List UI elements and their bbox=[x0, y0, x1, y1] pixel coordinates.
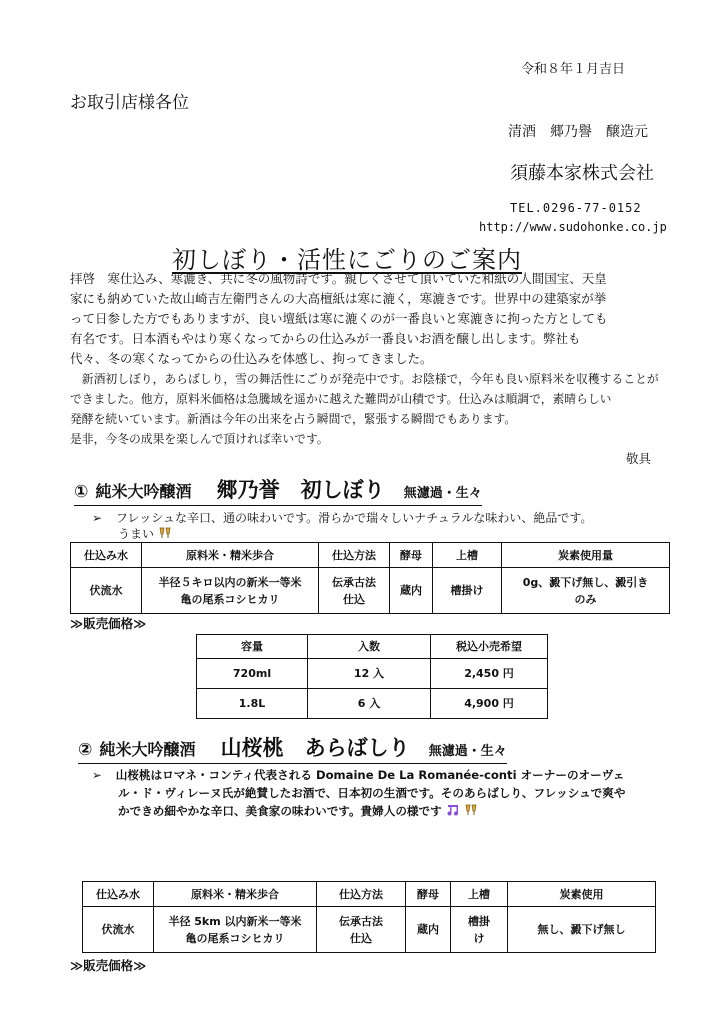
page-title: 初しぼり・活性にごりのご案内 bbox=[172, 246, 522, 274]
toast-icon bbox=[158, 526, 172, 540]
table-cell: 半径５キロ以内の新米一等米 亀の尾系コシヒカリ bbox=[142, 568, 319, 614]
letter-line: 有名です。日本酒もやはり寒くなってからの仕込みが一番良いお酒を醸し出します。弊社も bbox=[70, 331, 581, 346]
table-cell: 伏流水 bbox=[83, 907, 154, 953]
table-row bbox=[71, 568, 670, 614]
product2-heading bbox=[78, 732, 507, 764]
product1-desc-line: フレッシュな辛口、通の味わいです。滑らかで瑞々しいナチュラルな味わい、絶品です。 bbox=[115, 511, 593, 525]
product2-description bbox=[92, 766, 625, 820]
table-header-cell: 上槽 bbox=[433, 543, 502, 568]
letter-line: 代々、冬の寒くなってからの仕込みを体感し、拘ってきました。 bbox=[70, 351, 433, 366]
table-header-row bbox=[71, 543, 670, 568]
table-cell: 0g、澱下げ無し、澱引き のみ bbox=[502, 568, 670, 614]
product1-spec-table bbox=[70, 542, 670, 614]
table-cell: 2,450 円 bbox=[431, 659, 548, 689]
product2-number: ② bbox=[78, 740, 93, 760]
letter-line: 発酵を続いています。新酒は今年の出来を占う瞬間で，緊張する瞬間でもあります。 bbox=[70, 412, 517, 426]
product1-category: 純米大吟醸酒 bbox=[95, 482, 192, 501]
letter-line: できました。他方，原料米価格は急騰域を遥かに越えた難問が山積です。仕込みは順調で，素晴らしい bbox=[70, 392, 612, 406]
table-header-cell: 仕込み水 bbox=[71, 543, 142, 568]
table-cell: 槽掛 け bbox=[451, 907, 508, 953]
letter-line: 是非，今冬の成果を楽しんで頂ければ幸いです。 bbox=[70, 432, 329, 446]
product1-description bbox=[92, 510, 592, 542]
product2-desc-line: ル・ド・ヴィレーヌ氏が絶賛したお酒で、日本初の生酒です。そのあらばしり、フレッシュで爽や bbox=[118, 786, 626, 800]
table-header-cell: 容量 bbox=[197, 635, 308, 659]
bullet-icon: ➢ bbox=[92, 511, 103, 525]
table-header-cell: 酵母 bbox=[390, 543, 433, 568]
table-cell: 伝承古法 仕込 bbox=[319, 568, 390, 614]
product1-price-label: ≫販売価格≫ bbox=[70, 616, 147, 631]
table-header-cell: 仕込方法 bbox=[319, 543, 390, 568]
letter-body bbox=[70, 269, 670, 449]
table-cell: 蔵内 bbox=[390, 568, 433, 614]
table-cell: 6 入 bbox=[308, 689, 431, 719]
table-cell: 伏流水 bbox=[71, 568, 142, 614]
table-cell: 720ml bbox=[197, 659, 308, 689]
document-date: 令和８年１月吉日 bbox=[521, 62, 626, 77]
table-header-row bbox=[83, 882, 656, 907]
table-cell: 槽掛け bbox=[433, 568, 502, 614]
table-header-cell: 酵母 bbox=[406, 882, 451, 907]
music-notes-icon bbox=[446, 803, 460, 817]
product2-tags: 無濾過・生々 bbox=[428, 744, 507, 759]
table-header-cell: 炭素使用 bbox=[508, 882, 656, 907]
product2-name: 山桜桃 あらばしり bbox=[220, 736, 410, 760]
table-cell: 12 入 bbox=[308, 659, 431, 689]
letter-line: 家にも納めていた故山崎吉左衛門さんの大高檀紙は寒に漉く，寒漉きです。世界中の建築家が挙 bbox=[70, 291, 607, 306]
product2-spec-table bbox=[82, 881, 656, 953]
toast-icon bbox=[464, 803, 478, 817]
letter-closing: 敬具 bbox=[626, 451, 652, 466]
table-cell: 4,900 円 bbox=[431, 689, 548, 719]
product1-desc-line: うまい bbox=[118, 527, 155, 541]
product2-desc-line: かできめ細やかな辛口、美食家の味わいです。貴婦人の様です bbox=[118, 804, 442, 818]
product1-number: ① bbox=[74, 482, 89, 502]
letter-line: って日参した方でもありますが、良い壇紙は寒に漉くのが一番良いと寒漉きに拘った方としても bbox=[70, 311, 608, 326]
table-header-cell: 仕込方法 bbox=[317, 882, 406, 907]
table-header-row bbox=[197, 635, 548, 659]
brewery-label: 清酒 郷乃譽 醸造元 bbox=[508, 124, 648, 140]
product2-category: 純米大吟醸酒 bbox=[99, 740, 196, 759]
table-cell: 無し、澱下げ無し bbox=[508, 907, 656, 953]
product2-desc-line: 山桜桃はロマネ・コンティ代表される Domaine De La Romanée-conti オーナーのオーヴェ bbox=[115, 768, 625, 782]
company-name: 須藤本家株式会社 bbox=[510, 163, 654, 184]
table-header-cell: 上槽 bbox=[451, 882, 508, 907]
table-header-cell: 仕込み水 bbox=[83, 882, 154, 907]
table-cell: 半径 5km 以内新米一等米 亀の尾系コシヒカリ bbox=[154, 907, 317, 953]
table-row bbox=[83, 907, 656, 953]
table-cell: 1.8L bbox=[197, 689, 308, 719]
table-header-cell: 税込小売希望 bbox=[431, 635, 548, 659]
product1-heading bbox=[74, 474, 482, 506]
addressee: お取引店様各位 bbox=[70, 93, 189, 113]
bullet-icon: ➢ bbox=[92, 768, 102, 782]
table-header-cell: 炭素使用量 bbox=[502, 543, 670, 568]
product2-price-label: ≫販売価格≫ bbox=[70, 958, 147, 973]
table-header-cell: 入数 bbox=[308, 635, 431, 659]
letter-line: 拝啓 寒仕込み、寒漉き、共に冬の風物詩です。親しくさせて頂いていた和紙の人間国宝、天皇 bbox=[70, 271, 607, 286]
letter-line: 新酒初しぼり，あらばしり，雪の舞活性にごりが発売中です。お陰様で，今年も良い原料米を収穫することが bbox=[70, 372, 659, 386]
company-tel: TEL.0296-77-0152 bbox=[510, 201, 642, 215]
product1-name: 郷乃誉 初しぼり bbox=[216, 478, 385, 502]
table-row bbox=[197, 689, 548, 719]
product1-price-table bbox=[196, 634, 548, 719]
product1-tags: 無濾過・生々 bbox=[403, 486, 482, 501]
table-header-cell: 原料米・精米歩合 bbox=[154, 882, 317, 907]
table-cell: 伝承古法 仕込 bbox=[317, 907, 406, 953]
table-row bbox=[197, 659, 548, 689]
company-url[interactable]: http://www.sudohonke.co.jp bbox=[479, 220, 667, 234]
table-cell: 蔵内 bbox=[406, 907, 451, 953]
table-header-cell: 原料米・精米歩合 bbox=[142, 543, 319, 568]
